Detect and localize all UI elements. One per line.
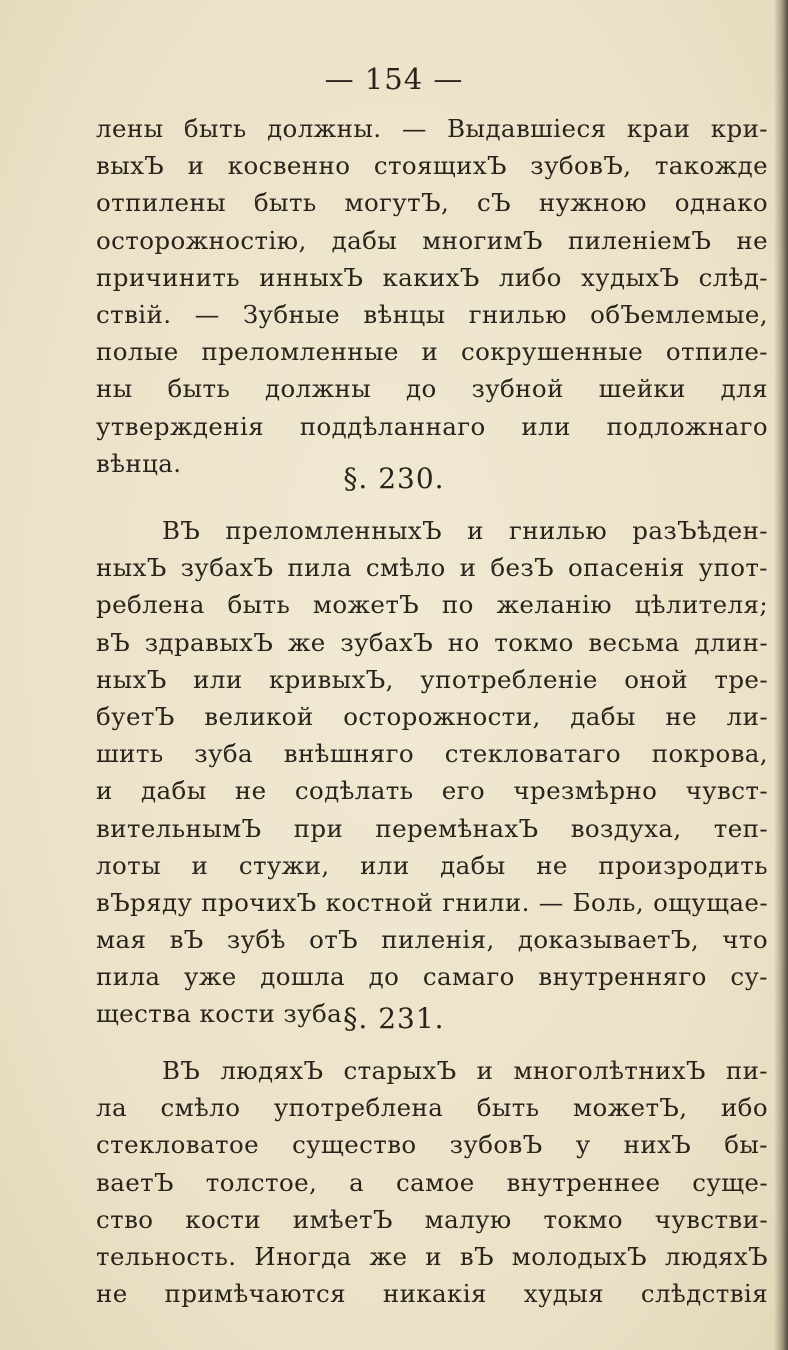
text-line: реблена быть можетЪ по желанію цѣлителя; <box>96 590 768 620</box>
text-line: ла смѣло употреблена быть можетЪ, ибо <box>96 1093 768 1123</box>
text-line: полые преломленные и сокрушенные отпиле- <box>96 337 768 367</box>
text-line: стекловатое существо зубовЪ у нихЪ бы- <box>96 1130 768 1160</box>
text-line: тельность. Иногда же и вЪ молодыхЪ людяхЪ <box>96 1241 768 1271</box>
text-line: ны быть должны до зубной шейки для <box>96 374 768 404</box>
text-line: лены быть должны. — Выдавшіеся краи кри- <box>96 114 768 143</box>
text-line: буетЪ великой осторожности, дабы не ли- <box>96 701 768 731</box>
text-line: вЪряду прочихЪ костной гнили. — Боль, ощущае- <box>96 887 768 917</box>
text-line: лоты и стужи, или дабы не произродить <box>96 850 768 880</box>
text-line: шить зуба внѣшняго стекловатаго покрова, <box>96 739 768 769</box>
text-line: причинить инныхЪ какихЪ либо худыхЪ слѣд- <box>96 262 768 292</box>
page-edge-shadow <box>774 0 788 1350</box>
text-line: ВЪ преломленныхЪ и гнилью разЪѣден- <box>162 516 768 545</box>
text-line: мая вЪ зубѣ отЪ пиленія, доказываетЪ, что <box>96 925 768 955</box>
text-line: ныхЪ или кривыхЪ, употребленіе оной тре- <box>96 664 768 694</box>
text-line: ство кости имѣетЪ малую токмо чувстви- <box>96 1204 768 1234</box>
text-line: вительнымЪ при перемѣнахЪ воздуха, теп- <box>96 813 768 843</box>
paragraph-section-230 <box>96 512 768 1033</box>
text-line: не примѣчаются никакія худыя слѣдствія <box>96 1279 768 1309</box>
text-line: ваетЪ толстое, а самое внутреннее суще- <box>96 1167 768 1197</box>
paragraph-continuation <box>96 110 768 482</box>
text-line: вЪ здравыхЪ же зубахЪ но токмо весьма длин- <box>96 627 768 657</box>
paragraph-section-231 <box>96 1052 768 1312</box>
text-line: ствій. — Зубные вѣнцы гнилью обЪемлемые, <box>96 299 768 329</box>
text-line: пила уже дошла до самаго внутренняго су- <box>96 962 768 992</box>
text-line: и дабы не содѣлать его чрезмѣрно чувст- <box>96 776 768 806</box>
text-line: осторожностію, дабы многимЪ пиленіемЪ не <box>96 225 768 255</box>
text-line: утвержденія поддѣланнаго или подложнаго <box>96 411 768 441</box>
text-line: ныхЪ зубахЪ пила смѣло и безЪ опасенія упот- <box>96 553 768 583</box>
text-line: отпилены быть могутЪ, сЪ нужною однако <box>96 188 768 218</box>
section-heading-230: §. 230. <box>343 462 445 495</box>
text-line: выхЪ и косвенно стоящихЪ зубовЪ, такожде <box>96 151 768 181</box>
section-heading-231: §. 231. <box>343 1002 445 1035</box>
text-line: щества кости зуба. <box>96 999 351 1029</box>
text-line: ВЪ людяхЪ старыхЪ и многолѣтнихЪ пи- <box>162 1056 768 1085</box>
text-line: вѣнца. <box>96 448 182 478</box>
page-number: — 154 — <box>324 62 464 96</box>
